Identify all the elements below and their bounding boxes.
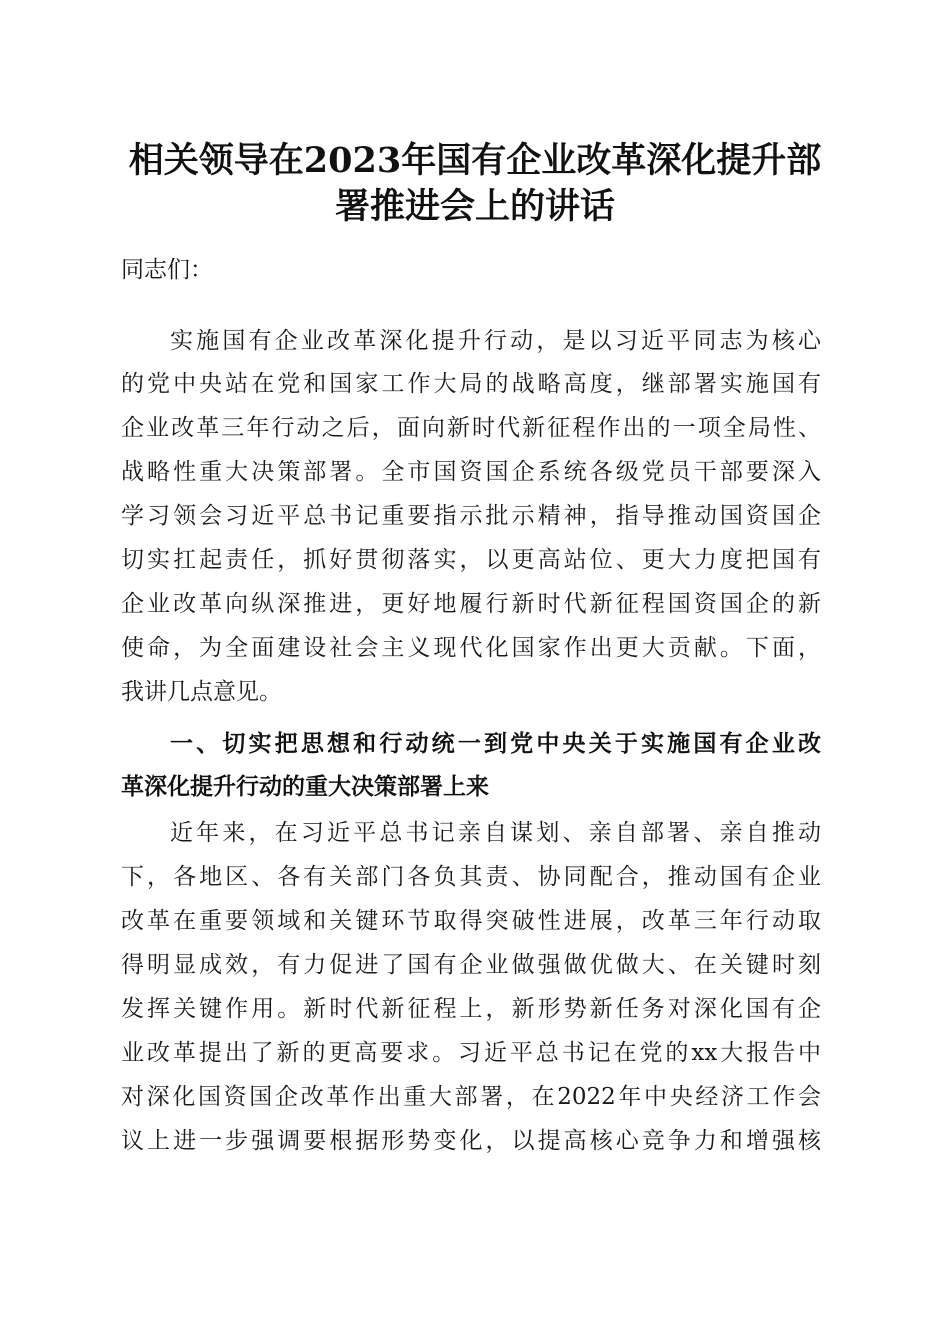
paragraph-line: 发挥关键作用。新时代新征程上，新形势新任务对深化国有企 [121,996,821,1022]
paragraph-line: 企业改革向纵深推进，更好地履行新时代新征程国资国企的新 [121,591,821,617]
heading-line: 一、切实把思想和行动统一到党中央关于实施国有企业改 [170,731,821,757]
paragraph-line: 业改革提出了新的更高要求。习近平总书记在党的xx大报告中 [121,1040,821,1066]
paragraph-line: 得明显成效，有力促进了国有企业做强做优做大、在关键时刻 [121,952,821,978]
paragraph-line: 切实扛起责任，抓好贯彻落实，以更高站位、更大力度把国有 [121,547,821,573]
paragraph-line: 的党中央站在党和国家工作大局的战略高度，继部署实施国有 [121,371,821,397]
paragraph-line: 下，各地区、各有关部门各负其责、协同配合，推动国有企业 [121,864,821,890]
paragraph-line: 我讲几点意见。 [121,679,282,705]
paragraph-line: 战略性重大决策部署。全市国资国企系统各级党员干部要深入 [121,459,821,485]
paragraph-line: 企业改革三年行动之后，面向新时代新征程作出的一项全局性、 [121,415,821,441]
document-title-line-2: 署推进会上的讲话 [334,186,615,227]
document-title-line-1: 相关领导在2023年国有企业改革深化提升部 [128,140,822,181]
paragraph-line: 对深化国资国企改革作出重大部署，在2022年中央经济工作会 [121,1084,821,1110]
paragraph-line: 学习领会习近平总书记重要指示批示精神，指导推动国资国企 [121,503,821,529]
paragraph-line: 实施国有企业改革深化提升行动，是以习近平同志为核心 [170,328,821,354]
paragraph-line: 近年来，在习近平总书记亲自谋划、亲自部署、亲自推动 [170,820,821,846]
heading-line: 革深化提升行动的重大决策部署上来 [121,774,489,800]
paragraph-line: 使命，为全面建设社会主义现代化国家作出更大贡献。下面， [121,635,821,661]
paragraph-line: 议上进一步强调要根据形势变化，以提高核心竞争力和增强核 [121,1128,821,1154]
salutation: 同志们： [121,257,213,283]
paragraph-line: 改革在重要领域和关键环节取得突破性进展，改革三年行动取 [121,908,821,934]
